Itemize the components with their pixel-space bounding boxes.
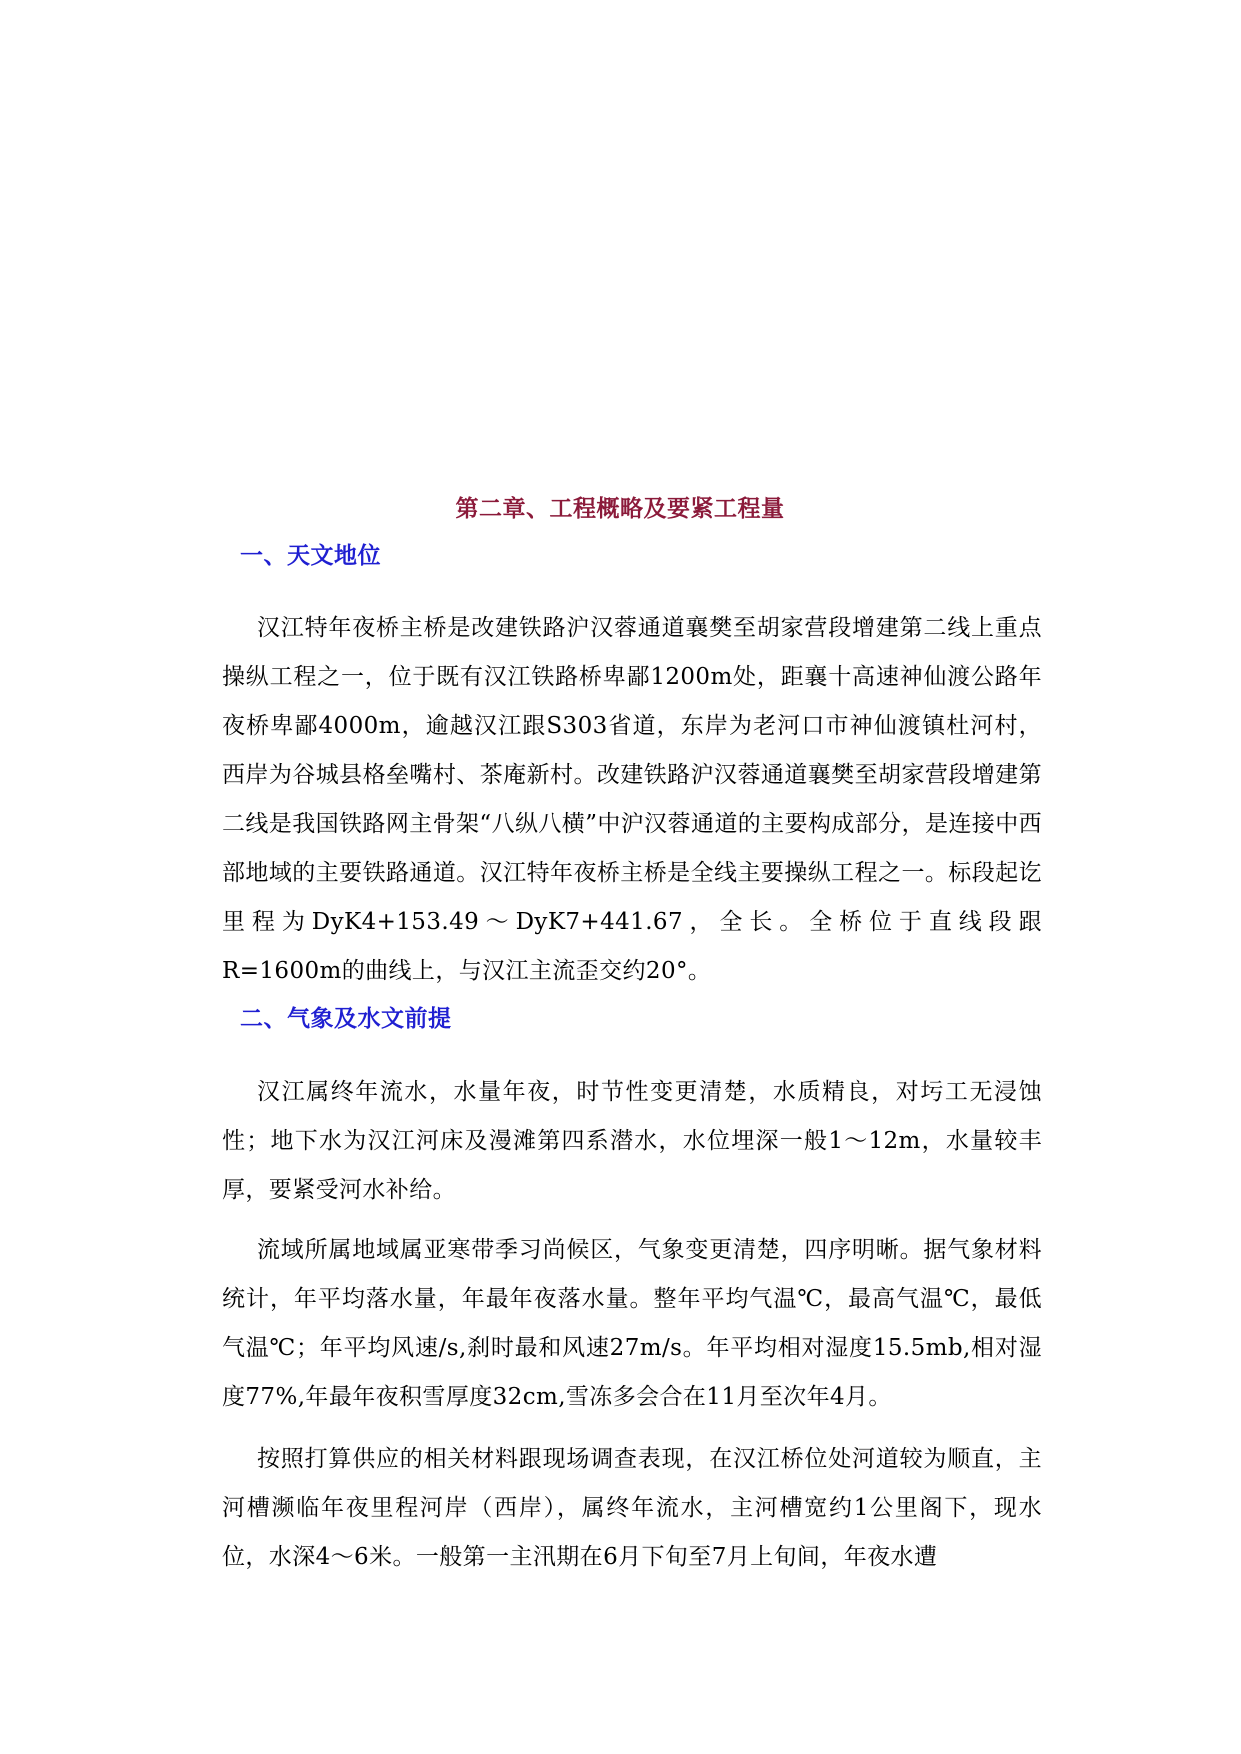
- section-heading-climate-hydrology: 二、气象及水文前提: [240, 1005, 452, 1032]
- paragraph-climate: 流域所属地域属亚寒带季习尚候区，气象变更清楚，四序明晰。据气象材料统计，年平均落水量，年最年夜落水量。整年平均气温℃，最高气温℃，最低气温℃；年平均风速/s,刹时最和风速27m/s。年平均相对湿度15.5mb,相对湿度77%,年最年夜积雪厚度32cm,雪冻多会合在11月至次年4月。: [222, 1237, 1042, 1410]
- paragraph-hydrology: 汉江属终年流水，水量年夜，时节性变更清楚，水质精良，对圬工无浸蚀性；地下水为汉江河床及漫滩第四系潜水，水位埋深一般1～12m，水量较丰厚，要紧受河水补给。: [222, 1079, 1042, 1203]
- paragraph-river-survey: 按照打算供应的相关材料跟现场调查表现，在汉江桥位处河道较为顺直，主河槽濒临年夜里程河岸（西岸），属终年流水，主河槽宽约1公里阁下，现水位，水深4～6米。一般第一主汛期在6月下旬至7月上旬间，年夜水遭: [222, 1446, 1042, 1570]
- section-heading-location: 一、天文地位: [240, 542, 381, 569]
- paragraph-location: 汉江特年夜桥主桥是改建铁路沪汉蓉通道襄樊至胡家营段增建第二线上重点操纵工程之一，位于既有汉江铁路桥卑鄙1200m处，距襄十高速神仙渡公路年夜桥卑鄙4000m，逾越汉江跟S303省道，东岸为老河口市神仙渡镇杜河村，西岸为谷城县格垒嘴村、茶庵新村。改建铁路沪汉蓉通道襄樊至胡家营段增建第二线是我国铁路网主骨架“八纵八横”中沪汉蓉通道的主要构成部分，是连接中西部地域的主要铁路通道。汉江特年夜桥主桥是全线主要操纵工程之一。标段起讫里程为DyK4+153.49～DyK7+441.67，全长。全桥位于直线段跟R=1600m的曲线上，与汉江主流歪交约20°。: [222, 615, 1042, 984]
- chapter-title: 第二章、工程概略及要紧工程量: [455, 495, 785, 522]
